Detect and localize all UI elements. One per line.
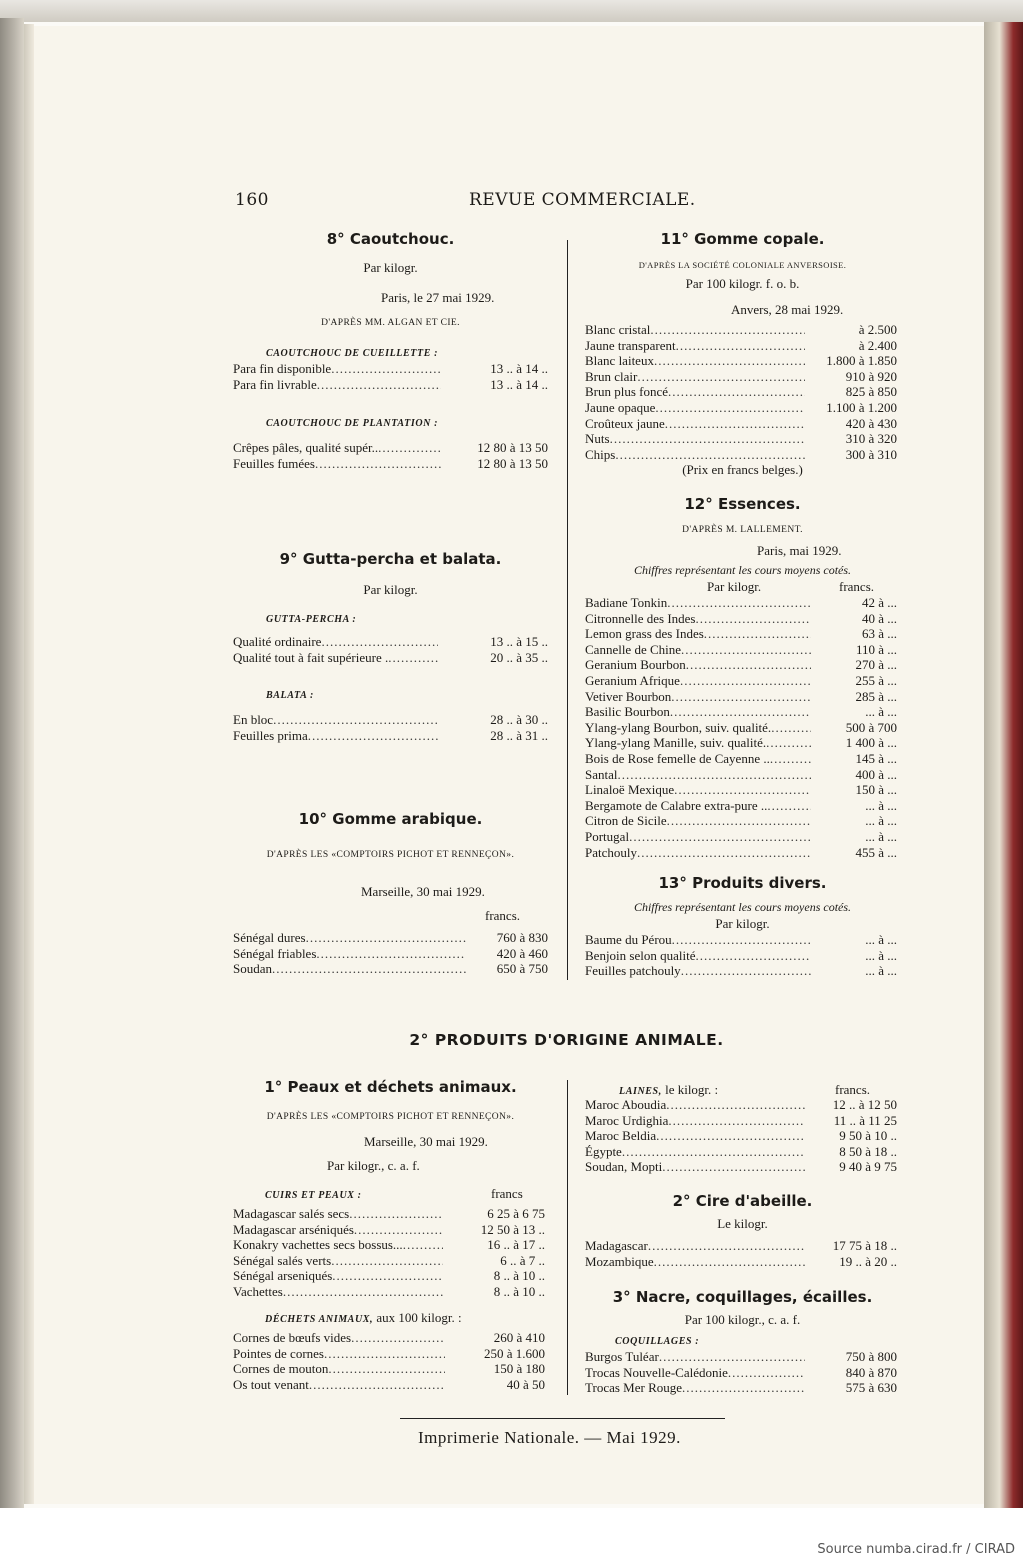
- column-divider-upper: [567, 240, 568, 980]
- table-row: Bergamote de Calabre extra-pure .. ..... ... à ...: [585, 798, 897, 814]
- section-nacre: [585, 1288, 900, 1398]
- source-line: D'APRÈS LES «COMPTOIRS PICHOT ET RENNEÇON».: [266, 1112, 515, 1122]
- table-row: Madagascar arséniqués ..... 12 50 à 13 ..: [233, 1222, 545, 1238]
- table-row: Lemon grass des Indes ..... 63 à ...: [585, 626, 897, 642]
- table-row: Brun plus foncé ..... 825 à 850: [585, 384, 897, 400]
- note: Chiffres représentant les cours moyens cotés.: [633, 900, 852, 914]
- table-row: Cornes de bœufs vides ..... 260 à 410: [233, 1330, 545, 1346]
- section-title: 10° Gomme arabique.: [298, 810, 483, 828]
- section-title: 8° Caoutchouc.: [326, 230, 455, 248]
- place-date: Anvers, 28 mai 1929.: [731, 302, 844, 317]
- section-title: 1° Peaux et déchets animaux.: [264, 1078, 517, 1096]
- section-produits-divers: [585, 874, 900, 984]
- table-row: Sénégal salés verts ..... 6 .. à 7 ..: [233, 1253, 545, 1269]
- table-row: Linaloë Mexique ..... 150 à ...: [585, 782, 897, 798]
- table-row: Geranium Afrique ..... 255 à ...: [585, 673, 897, 689]
- table-row: Baume du Pérou ..... ... à ...: [585, 932, 897, 948]
- price-list: [585, 1238, 897, 1269]
- table-row: Para fin disponible ..... 13 .. à 14 ..: [233, 361, 548, 377]
- price-list: [585, 1349, 897, 1396]
- price-list: [585, 595, 897, 860]
- table-row: Vetiver Bourbon ..... 285 à ...: [585, 689, 897, 705]
- currency-label: francs.: [485, 908, 521, 923]
- table-row: Sénégal friables ..... 420 à 460: [233, 946, 548, 962]
- note: Chiffres représentant les cours moyens cotés.: [633, 563, 852, 577]
- unit-label: Par kilogr.: [707, 579, 762, 594]
- table-row: Para fin livrable ..... 13 .. à 14 ..: [233, 377, 548, 393]
- table-row: Citronnelle des Indes ..... 40 à ...: [585, 611, 897, 627]
- source-line: D'APRÈS LA SOCIÉTÉ COLONIALE ANVERSOISE.: [638, 260, 847, 270]
- section-gomme-arabique: [233, 812, 548, 982]
- scan-top-edge: [0, 0, 1023, 22]
- source-line: D'APRÈS LES «COMPTOIRS PICHOT ET RENNEÇON».: [266, 850, 515, 860]
- table-row: Jaune transparent ..... à 2.400: [585, 338, 897, 354]
- table-row: Santal ..... 400 à ...: [585, 767, 897, 783]
- table-row: Soudan, Mopti ..... 9 40 à 9 75: [585, 1159, 897, 1175]
- table-row: Cannelle de Chine ..... 110 à ...: [585, 642, 897, 658]
- table-row: Vachettes ..... 8 .. à 10 ..: [233, 1284, 545, 1300]
- section-gomme-copale: [585, 230, 900, 485]
- imprint-footer: Imprimerie Nationale. — Mai 1929.: [418, 1428, 681, 1447]
- column-divider-lower: [567, 1080, 568, 1395]
- table-row: Feuilles fumées ..... 12 80 à 13 50: [233, 456, 548, 472]
- table-row: Jaune opaque ..... 1.100 à 1.200: [585, 400, 897, 416]
- unit-label: Par kilogr.: [363, 582, 418, 597]
- section-title: 9° Gutta-percha et balata.: [279, 550, 502, 568]
- table-row: Maroc Aboudia ..... 12 .. à 12 50: [585, 1097, 897, 1113]
- subheading: DÉCHETS ANIMAUX, aux 100 kilogr. :: [265, 1310, 462, 1325]
- table-row: Citron de Sicile ..... ... à ...: [585, 813, 897, 829]
- unit-label: Par kilogr.: [363, 260, 418, 275]
- table-row: Badiane Tonkin ..... 42 à ...: [585, 595, 897, 611]
- table-row: Bois de Rose femelle de Cayenne .. ..... 145 à ...: [585, 751, 897, 767]
- section-title: 13° Produits divers.: [658, 874, 827, 892]
- table-row: Blanc laiteux ..... 1.800 à 1.850: [585, 353, 897, 369]
- section-caoutchouc: [233, 230, 548, 490]
- subheading: CUIRS ET PEAUX :: [265, 1190, 362, 1201]
- table-row: Égypte ..... 8 50 à 18 ..: [585, 1144, 897, 1160]
- subheading: GUTTA-PERCHA :: [266, 614, 357, 625]
- part-heading: 2° PRODUITS D'ORIGINE ANIMALE.: [409, 1031, 724, 1049]
- table-row: Basilic Bourbon ..... ... à ...: [585, 704, 897, 720]
- section-cire: [585, 1192, 900, 1272]
- table-row: Sénégal dures ..... 760 à 830: [233, 930, 548, 946]
- price-list: [233, 1330, 545, 1392]
- price-list: [233, 930, 548, 977]
- subheading: COQUILLAGES :: [615, 1336, 700, 1347]
- table-row: Nuts ..... 310 à 320: [585, 431, 897, 447]
- table-row: Burgos Tuléar ..... 750 à 800: [585, 1349, 897, 1365]
- table-row: Qualité tout à fait supérieure . ..... 20 .. à 35 ..: [233, 650, 548, 666]
- table-row: Feuilles patchouly ..... ... à ...: [585, 963, 897, 979]
- price-list: [233, 361, 548, 392]
- section-essences: [585, 495, 900, 865]
- section-title: 11° Gomme copale.: [660, 230, 825, 248]
- currency-label: francs.: [835, 1082, 871, 1097]
- price-list: [585, 322, 897, 462]
- currency-label: francs: [491, 1186, 523, 1201]
- subheading: CAOUTCHOUC DE CUEILLETTE :: [266, 348, 439, 359]
- unit-label: Par kilogr.: [715, 916, 770, 931]
- table-row: Maroc Urdighia ..... 11 .. à 11 25: [585, 1113, 897, 1129]
- table-row: Feuilles prima ..... 28 .. à 31 ..: [233, 728, 548, 744]
- table-row: Croûteux jaune ..... 420 à 430: [585, 416, 897, 432]
- unit-label: Le kilogr.: [717, 1216, 768, 1231]
- source-line: D'APRÈS MM. ALGAN ET CIE.: [321, 318, 460, 328]
- price-list: [233, 1206, 545, 1300]
- unit-label: Par 100 kilogr., c. a. f.: [684, 1312, 801, 1327]
- table-row: Mozambique ..... 19 .. à 20 ..: [585, 1254, 897, 1270]
- book-spine: [984, 22, 1023, 1510]
- table-row: Konakry vachettes secs bossus... ..... 16 .. à 17 ..: [233, 1237, 545, 1253]
- scan-bottom-margin: [0, 1508, 1023, 1566]
- place-date: Paris, mai 1929.: [757, 543, 842, 558]
- section-title: 12° Essences.: [684, 495, 801, 513]
- book-fore-edge: [0, 18, 24, 1510]
- page-number: 160: [235, 190, 269, 210]
- table-row: Ylang-ylang Manille, suiv. qualité. ..... 1 400 à ...: [585, 735, 897, 751]
- table-row: Trocas Mer Rouge ..... 575 à 630: [585, 1380, 897, 1396]
- table-row: Blanc cristal ..... à 2.500: [585, 322, 897, 338]
- unit-label: Par kilogr., c. a. f.: [327, 1158, 420, 1173]
- table-row: En bloc ..... 28 .. à 30 ..: [233, 712, 548, 728]
- source-line: D'APRÈS M. LALLEMENT.: [682, 525, 803, 535]
- price-list: [233, 634, 548, 665]
- running-title: REVUE COMMERCIALE.: [469, 190, 696, 210]
- place-date: Marseille, 30 mai 1929.: [364, 1134, 488, 1149]
- page-gutter: [24, 24, 34, 1504]
- section-peaux: [233, 1078, 548, 1398]
- section-laines: [585, 1080, 900, 1180]
- table-row: Qualité ordinaire ..... 13 .. à 15 ..: [233, 634, 548, 650]
- place-date: Paris, le 27 mai 1929.: [381, 290, 495, 305]
- price-list: [233, 712, 548, 743]
- table-row: Chips ..... 300 à 310: [585, 447, 897, 463]
- section-title: 3° Nacre, coquillages, écailles.: [612, 1288, 873, 1306]
- table-row: Soudan ..... 650 à 750: [233, 961, 548, 977]
- table-row: Portugal ..... ... à ...: [585, 829, 897, 845]
- table-row: Madagascar salés secs ..... 6 25 à 6 75: [233, 1206, 545, 1222]
- table-row: Pointes de cornes ..... 250 à 1.600: [233, 1346, 545, 1362]
- subheading: BALATA :: [266, 690, 314, 701]
- section-title: 2° Cire d'abeille.: [672, 1192, 813, 1210]
- table-row: Madagascar ..... 17 75 à 18 ..: [585, 1238, 897, 1254]
- price-list: [585, 932, 897, 979]
- subheading: CAOUTCHOUC DE PLANTATION :: [266, 418, 439, 429]
- table-row: Ylang-ylang Bourbon, suiv. qualité. ..... 500 à 700: [585, 720, 897, 736]
- table-row: Sénégal arseniqués ..... 8 .. à 10 ..: [233, 1268, 545, 1284]
- table-row: Crêpes pâles, qualité supér.. ..... 12 80 à 13 50: [233, 440, 548, 456]
- price-list: [585, 1097, 897, 1175]
- table-row: Benjoin selon qualité ..... ... à ...: [585, 948, 897, 964]
- table-row: Geranium Bourbon ..... 270 à ...: [585, 657, 897, 673]
- table-row: Maroc Beldia ..... 9 50 à 10 ..: [585, 1128, 897, 1144]
- table-row: Cornes de mouton ..... 150 à 180: [233, 1361, 545, 1377]
- section-gutta-percha: [233, 552, 548, 752]
- table-row: Brun clair ..... 910 à 920: [585, 369, 897, 385]
- footer-rule: [400, 1418, 725, 1419]
- subheading: LAINES, le kilogr. :: [619, 1082, 719, 1097]
- unit-label: Par 100 kilogr. f. o. b.: [685, 276, 800, 291]
- table-row: Os tout venant ..... 40 à 50: [233, 1377, 545, 1393]
- source-credit: Source numba.cirad.fr / CIRAD: [817, 1542, 1015, 1557]
- currency-label: francs.: [839, 579, 875, 594]
- place-date: Marseille, 30 mai 1929.: [361, 884, 485, 899]
- table-row: Trocas Nouvelle-Calédonie ..... 840 à 870: [585, 1365, 897, 1381]
- table-row: Patchouly ..... 455 à ...: [585, 845, 897, 861]
- note: (Prix en francs belges.): [682, 462, 803, 477]
- price-list: [233, 440, 548, 471]
